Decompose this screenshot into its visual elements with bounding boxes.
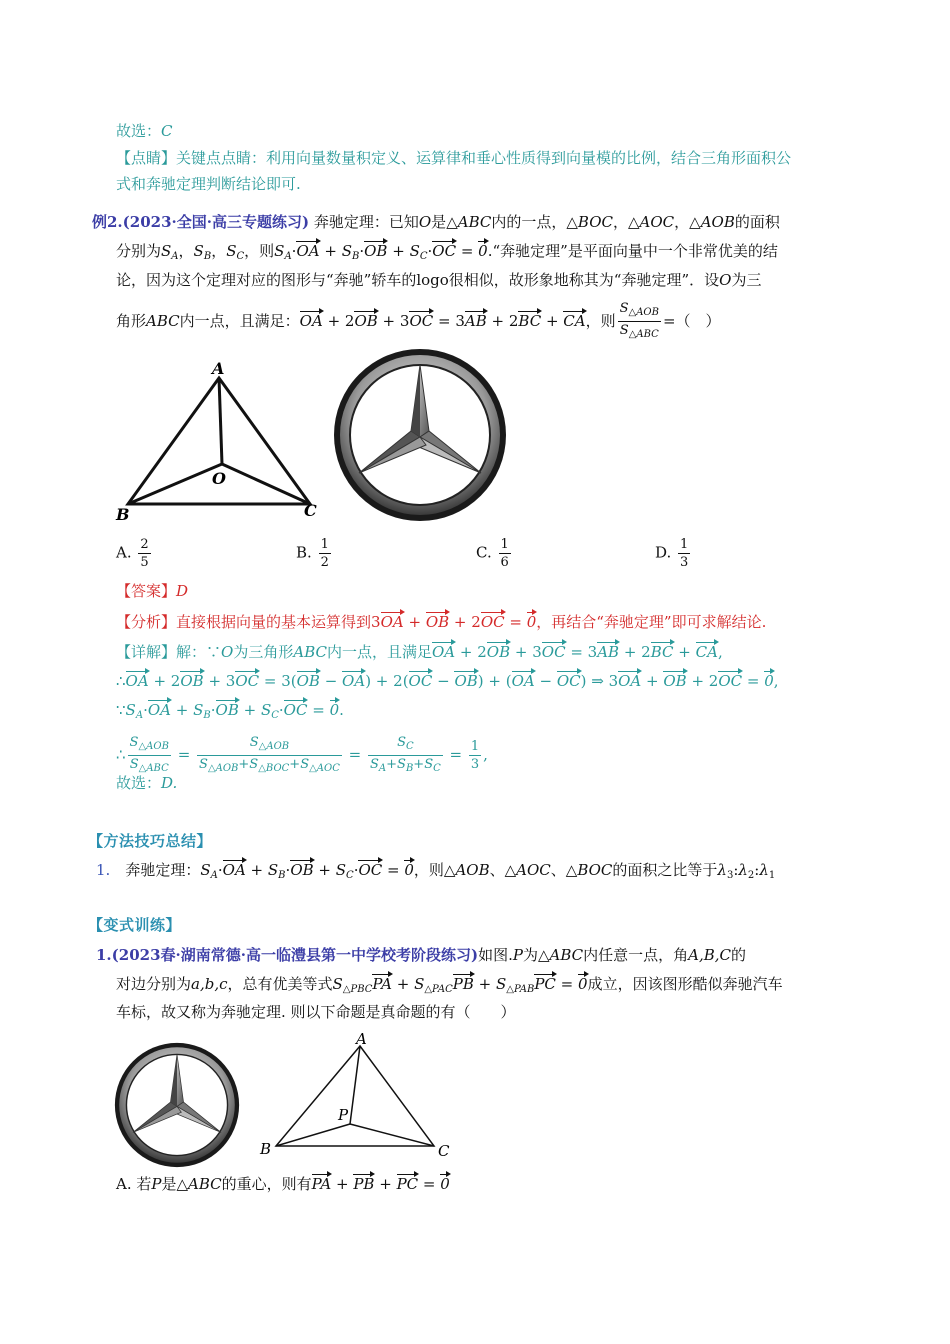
example-source: (2023·全国·高三专题练习)	[122, 213, 310, 231]
detail-line-2: ∴OA + 2OB + 3OC = 3(OB − OA) + 2(OC − OB) + (OA − OC) ⇒ 3OA + OB + 2OC = 0,	[116, 672, 779, 690]
triangle-abc-o-figure	[108, 352, 328, 528]
practice-line2: 对边分别为a,b,c，总有优美等式$S_{\triangle PBC}PA + S_{\triangle PAC}PB + S_{\triangle PAB}PC = 0$成立，因该图形酷似奔驰汽车	[116, 975, 783, 995]
option-d: D. $\frac{1}{3}$	[655, 537, 689, 570]
detail-line-3: $\because S_A\cdot OA + S_B\cdot OB + S_C\cdot OC = 0$.	[116, 701, 344, 721]
label-o: O	[212, 469, 226, 488]
tip-line-2: 式和奔驰定理判断结论即可.	[116, 175, 301, 193]
label-p-small: P	[338, 1106, 349, 1124]
practice-line3: 车标，故又称为奔驰定理. 则以下命题是真命题的有（ ）	[116, 1003, 516, 1021]
benz-logo-large	[330, 345, 510, 525]
option-b: B. $\frac{1}{2}$	[296, 537, 329, 570]
detail-line-1: 【详解】解：∵O为三角形ABC内一点，且满足OA + 2OB + 3OC = 3AB + 2BC + CA,	[116, 643, 723, 661]
analysis-line: 【分析】直接根据向量的基本运算得到3OA + OB + 2OC = 0，再结合“奔驰定理”即可求解结论.	[116, 613, 767, 631]
triangle-abc-p-figure	[252, 1030, 462, 1165]
benz-logo-small	[112, 1040, 242, 1170]
option-a: A. $\frac{2}{5}$	[116, 537, 149, 570]
practice-source: (2023春·湖南常德·高一临澧县第一中学校考阶段练习)	[111, 946, 479, 964]
label-b-small: B	[260, 1140, 272, 1158]
summary-line: 1. 奔驰定理：$S_A\cdot OA + S_B\cdot OB + S_C\cdot OC = 0$，则△AOB、△AOC、△BOC的面积之比等于$\lambda_3:\lambda_2:\lambda_1$	[96, 861, 776, 881]
example2-line4: 角形ABC内一点，且满足：OA + 2OB + 3OC = 3AB + 2BC + CA，则 $\frac{S_{\triangle AOB}}{S_{\triangle ABC}}$ =（ ）	[116, 301, 721, 340]
label-c: C	[304, 501, 317, 520]
option-c: C. $\frac{1}{6}$	[476, 537, 509, 570]
tip-tag: 【点睛】	[116, 149, 177, 167]
practice-option-a: A. 若P是△ABC的重心，则有PA + PB + PC = 0	[116, 1175, 450, 1193]
select-line-top: 故选：C	[116, 122, 173, 140]
example2-line2: 分别为$S_A$，$S_B$，$S_C$，则$S_A\cdot OA + S_B\cdot OB + S_C\cdot OC$ = 0.“奔驰定理”是平面向量中一个非常优美的结	[116, 242, 778, 262]
label-a-small: A	[356, 1030, 367, 1048]
label-c-small: C	[438, 1142, 450, 1160]
detail-line-4: ∴ $\frac{S_{\triangle AOB}}{S_{\triangle ABC}}$ = $\frac{S_{\triangle AOB}}{S_{\triangle AOB}+S_{\triangle BOC}+S_{\triangle AOC}}$ = $\frac{S_C}{S_A+S_B+S_C}$ = $\frac{1}{3}$ ,	[116, 735, 488, 774]
final-select-line: 故选：D.	[116, 774, 178, 792]
example2-line1: 例2.(2023·全国·高三专题练习) 奔驰定理：已知O是△ABC内的一点，△BOC，△AOC，△AOB的面积	[92, 213, 780, 231]
answer-line: 【答案】D	[116, 582, 189, 600]
label-a: A	[212, 359, 225, 378]
example2-line3: 论，因为这个定理对应的图形与“奔驰”轿车的logo很相似，故形象地称其为“奔驰定理”．设O为三	[116, 271, 762, 289]
label-b: B	[116, 505, 130, 524]
summary-heading: 【方法技巧总结】	[88, 832, 213, 850]
practice-line1: 1.(2023春·湖南常德·高一临澧县第一中学校考阶段练习)如图.P为△ABC内任意一点，角A,B,C的	[96, 946, 747, 964]
tip-line-1: 【点睛】关键点点睛：利用向量数量积定义、运算律和垂心性质得到向量模的比例，结合三角形面积公	[116, 149, 792, 167]
practice-heading: 【变式训练】	[88, 916, 182, 934]
example-label: 例2.	[92, 213, 123, 231]
